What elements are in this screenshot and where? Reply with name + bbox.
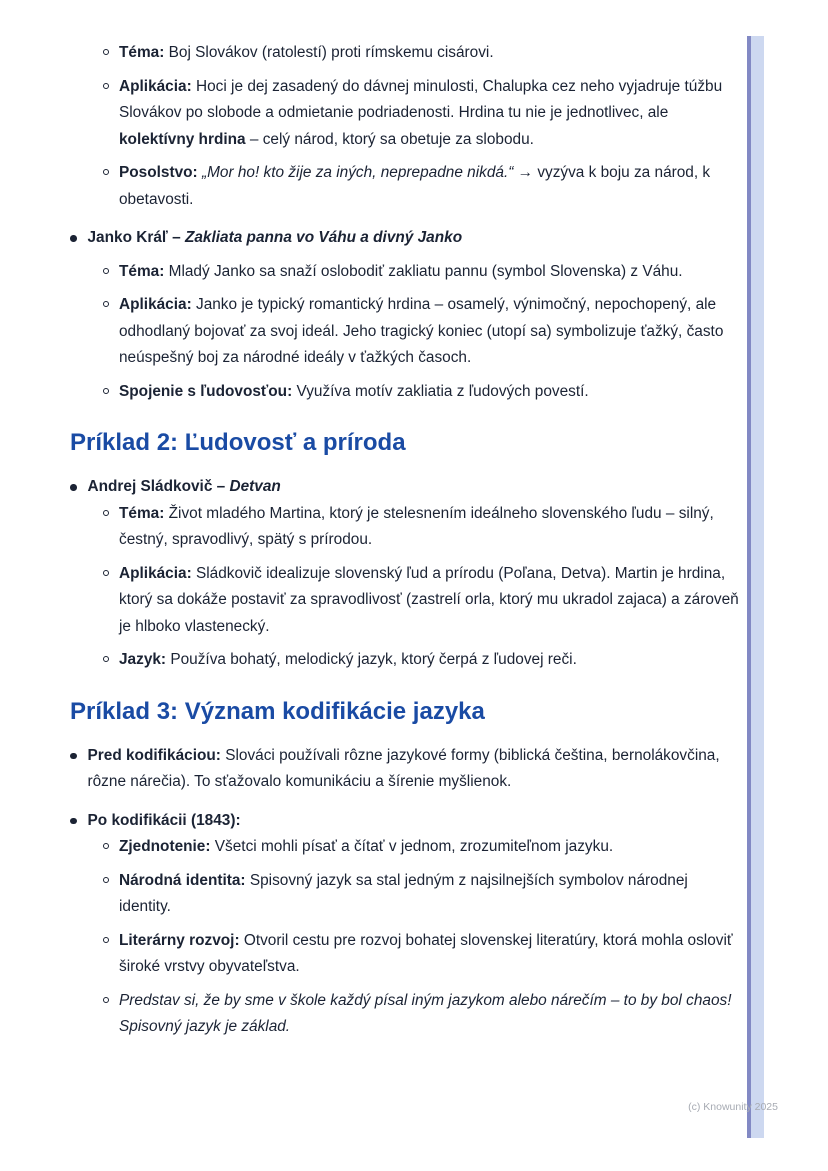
text-run: Aplikácia: <box>119 77 192 95</box>
list-item-text <box>119 501 742 554</box>
sub-list-item <box>70 379 742 406</box>
list-item-text <box>119 561 742 641</box>
list-item <box>70 225 742 252</box>
list-item-text <box>119 647 742 674</box>
list-item <box>70 808 742 835</box>
list-item-text <box>119 988 742 1041</box>
sub-list-item <box>70 292 742 372</box>
list-item-text <box>119 160 742 213</box>
section-heading: Príklad 3: Význam kodifikácie jazyka <box>70 697 485 725</box>
bullet-circle-marker <box>103 877 109 883</box>
text-run: Literárny rozvoj: <box>119 931 240 949</box>
bullet-circle-marker <box>103 49 109 55</box>
bullet-circle-marker <box>103 268 109 274</box>
text-run: Všetci mohli písať a čítať v jednom, zrozumiteľnom jazyku. <box>210 838 614 855</box>
text-run: Aplikácia: <box>119 296 192 313</box>
text-run: Janko je typický romantický hrdina – osamelý, výnimočný, nepochopený, ale odhodlaný bojovať za svoj ideál. Jeho tragický koniec (utopí sa) symbolizuje ťažký, často neúspešný boj za národné ideály v ťažkých časoch. <box>119 296 724 366</box>
text-run: Hoci je dej zasadený do dávnej minulosti, Chalupka cez neho vyjadruje túžbu Slovákov po slobode a odmietanie podriadenosti. Hrdina tu nie je jednotlivec, ale <box>119 77 723 121</box>
text-run: Mladý Janko sa snaží oslobodiť zakliatu pannu (symbol Slovenska) z Váhu. <box>164 262 683 280</box>
list-item-text <box>119 868 742 921</box>
text-run: Po kodifikácii (1843): <box>87 811 241 829</box>
sub-list-item <box>70 40 742 67</box>
text-run: Používa bohatý, melodický jazyk, ktorý čerpá z ľudovej reči. <box>166 651 577 668</box>
bullet-circle-marker <box>103 388 109 394</box>
bullet-circle-marker <box>103 656 109 662</box>
list-item-text <box>119 292 742 372</box>
text-run: Jazyk: <box>119 651 167 668</box>
text-run: Otvoril cestu pre rozvoj bohatej slovenskej literatúry, ktorá mohla osloviť široké vrstvy obyvateľstva. <box>119 931 733 975</box>
sub-list-item <box>70 259 742 286</box>
section-heading: Príklad 2: Ľudovosť a príroda <box>70 429 406 456</box>
text-run: Spojenie s ľudovosťou: <box>119 382 293 400</box>
text-run: → vyzýva k boju za národ, k obetavosti. <box>119 164 711 208</box>
text-run: Pred kodifikáciou: <box>87 746 221 764</box>
sub-list-item <box>70 928 742 981</box>
text-run: Janko Kráľ – <box>87 229 185 246</box>
sub-list-item <box>70 647 742 674</box>
text-run: Predstav si, že by sme v škole každý písal iným jazykom alebo nárečím – to by bol chaos! Spisovný jazyk je základ. <box>119 991 732 1035</box>
text-run: „Mor ho! kto žije za iných, neprepadne nikdá.“ <box>201 164 514 181</box>
text-run: Detvan <box>229 478 281 495</box>
sub-list-item <box>70 160 742 213</box>
list-item-text <box>119 379 742 406</box>
text-run: Aplikácia: <box>119 564 192 582</box>
text-run: Sládkovič idealizuje slovenský ľud a prírodu (Poľana, Detva). Martin je hrdina, ktorý sa dokáže postaviť za spravodlivosť (zastrelí orla, ktorý mu ukradol zajaca) a zároveň je hlboko vlastenecký. <box>119 564 739 635</box>
sub-list-item <box>70 834 742 861</box>
text-run: Téma: <box>119 504 165 522</box>
text-run: Téma: <box>119 262 165 280</box>
text-run: Zjednotenie: <box>119 838 211 855</box>
list-item-text <box>119 40 742 67</box>
scrollbar-thumb[interactable] <box>747 36 751 1138</box>
bullet-disc-marker <box>70 818 77 825</box>
list-item-text <box>88 474 743 501</box>
sub-list-item <box>70 561 742 641</box>
list-item-text <box>119 259 742 286</box>
text-run: Posolstvo: <box>119 164 198 181</box>
bullet-disc-marker <box>70 753 77 760</box>
text-run: – celý národ, ktorý sa obetuje za slobodu. <box>245 130 534 148</box>
watermark: (c) Knowunity 2025 <box>688 1101 778 1113</box>
text-run: Téma: <box>119 44 165 61</box>
text-run: Národná identita: <box>119 871 246 889</box>
bullet-circle-marker <box>103 301 109 307</box>
bullet-circle-marker <box>103 843 109 849</box>
bullet-disc-marker <box>70 484 77 491</box>
text-run: Život mladého Martina, ktorý je stelesnením ideálneho slovenského ľudu – silný, čestný, spravodlivý, spätý s prírodou. <box>119 504 714 548</box>
text-run: Využíva motív zakliatia z ľudových povestí. <box>292 382 589 400</box>
text-run: Spisovný jazyk sa stal jedným z najsilnejších symbolov národnej identity. <box>119 871 688 915</box>
bullet-disc-marker <box>70 235 77 242</box>
list-item <box>70 474 742 501</box>
list-item <box>70 743 742 796</box>
list-item-text <box>88 225 743 252</box>
text-run: Boj Slovákov (ratolestí) proti rímskemu cisárovi. <box>164 44 494 61</box>
bullet-circle-marker <box>103 937 109 943</box>
text-run: Slováci používali rôzne jazykové formy (biblická čeština, bernolákovčina, rôzne nárečia). To sťažovalo komunikáciu a šírenie myšlienok. <box>87 746 720 790</box>
bullet-circle-marker <box>103 570 109 576</box>
sub-list-item <box>70 868 742 921</box>
list-item-text <box>119 928 742 981</box>
list-item-text <box>88 808 743 835</box>
sub-list-item <box>70 501 742 554</box>
document-content <box>70 40 742 1048</box>
scrollbar-track[interactable] <box>751 36 764 1138</box>
sub-list-item <box>70 74 742 154</box>
bullet-circle-marker <box>103 510 109 516</box>
sub-list-item <box>70 988 742 1041</box>
text-run: Andrej Sládkovič – <box>87 478 230 495</box>
list-item-text <box>88 743 743 796</box>
list-item-text <box>119 74 742 154</box>
bullet-circle-marker <box>103 169 109 175</box>
text-run: kolektívny hrdina <box>119 130 246 148</box>
bullet-circle-marker <box>103 83 109 89</box>
list-item-text <box>119 834 742 861</box>
bullet-circle-marker <box>103 997 109 1003</box>
text-run: Zakliata panna vo Váhu a divný Janko <box>184 229 463 246</box>
